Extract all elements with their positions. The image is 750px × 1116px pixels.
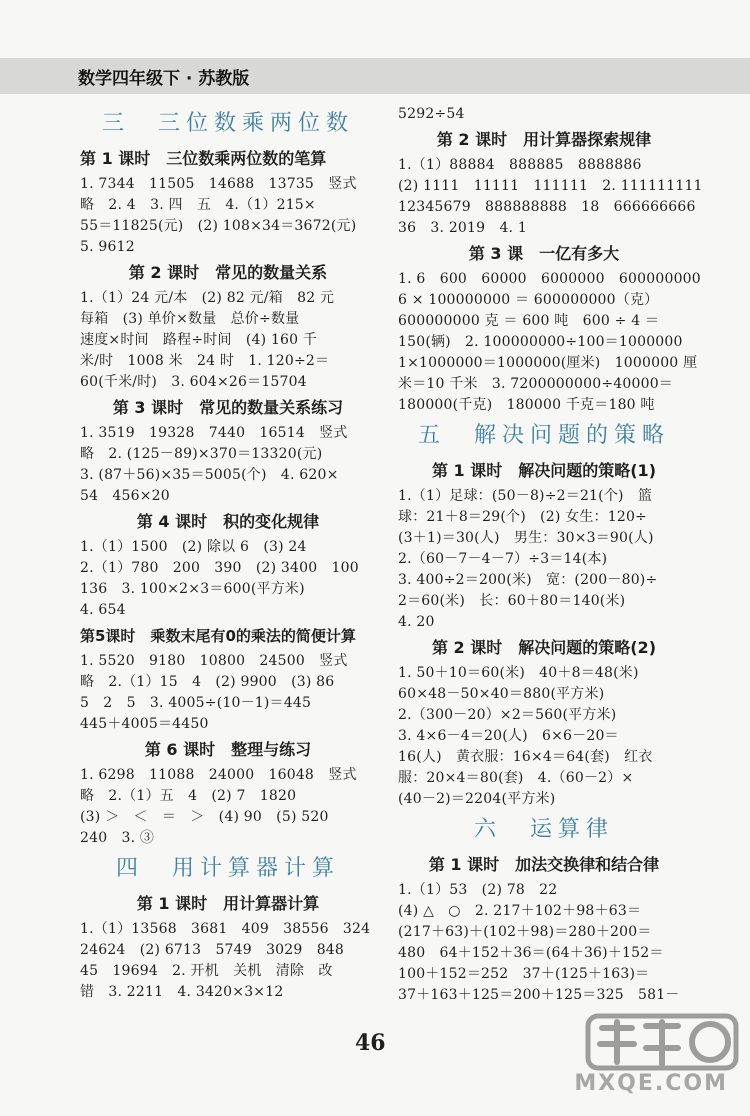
answer-line: (40－2)＝2204(平方米) xyxy=(398,791,556,807)
answer-line: 2.（300－20）×2＝560(平方米) xyxy=(398,707,617,723)
answer-line: 5. 9612 xyxy=(80,239,135,255)
answer-line: 445＋4005＝4450 xyxy=(80,716,209,732)
lesson-heading: 第 1 课时 三位数乘两位数的笔算 xyxy=(80,149,327,168)
answer-line: 1.（1）24 元/本 (2) 82 元/箱 82 元 xyxy=(80,290,335,306)
answer-line: 1.（1）足球：(50－8)÷2＝21(个) 篮 xyxy=(398,488,653,504)
answer-line: (4) △ ○ 2. 217＋102＋98＋63＝ xyxy=(398,903,642,919)
answer-line: 5292÷54 xyxy=(398,106,465,122)
unit-heading: 六 运算律 xyxy=(473,817,614,842)
answer-line: 480 64＋152＋36＝(64＋36)＋152＝ xyxy=(398,945,664,961)
answer-line: 16(人) 黄衣服：16×4＝64(套) 红衣 xyxy=(398,749,653,765)
answer-line: (217＋63)＋(102＋98)＝280＋200＝ xyxy=(398,924,652,940)
answer-line: 24624 (2) 6713 5749 3029 848 xyxy=(80,942,345,958)
answer-line: 3. 400÷2＝200(米) 宽：(200－80)÷ xyxy=(398,572,658,588)
answer-line: 2.（60－7－4－7）÷3＝14(本) xyxy=(398,551,608,567)
watermark xyxy=(574,1008,742,1098)
answer-line: 每箱 (3) 单价×数量 总价÷数量 xyxy=(80,311,300,327)
answer-seal-icon xyxy=(582,1008,742,1078)
lesson-heading: 第 2 课时 常见的数量关系 xyxy=(128,263,328,282)
answer-line: 5 2 5 3. 4005÷(10－1)＝445 xyxy=(80,695,312,711)
answer-line: 1. 3519 19328 7440 16514 竖式 xyxy=(80,425,348,441)
lesson-heading: 第5课时 乘数末尾有0的乘法的简便计算 xyxy=(80,627,356,645)
lesson-heading: 第 2 课时 用计算器探索规律 xyxy=(436,130,652,149)
answer-line: 60×48－50×40＝880(平方米) xyxy=(398,686,605,702)
right-column xyxy=(398,104,703,1006)
answer-line: 3. (87＋56)×35＝5005(个) 4. 620× xyxy=(80,467,339,483)
lesson-heading: 第 4 课时 积的变化规律 xyxy=(136,512,320,531)
answer-line: (2) 1111 11111 111111 2. 111111111 xyxy=(398,178,703,194)
page-header xyxy=(0,58,750,94)
answer-line: 球：21＋8＝29(个) (2) 女生：120÷ xyxy=(398,509,647,525)
lesson-heading: 第 3 课时 常见的数量关系练习 xyxy=(112,398,344,417)
answer-line: 错 3. 2211 4. 3420×3×12 xyxy=(80,984,284,1000)
watermark-text: MXQE.COM xyxy=(574,1071,728,1096)
lesson-heading: 第 1 课时 用计算器计算 xyxy=(136,894,320,913)
lesson-heading: 第 6 课时 整理与练习 xyxy=(144,740,312,759)
answer-line: 55＝11825(元) (2) 108×34＝3672(元) xyxy=(80,218,357,234)
unit-heading: 四 用计算器计算 xyxy=(115,856,340,881)
answer-line: 米/时 1008 米 24 时 1. 120÷2＝ xyxy=(80,353,330,369)
answer-line: 1. 7344 11505 14688 13735 竖式 xyxy=(80,176,357,192)
answer-line: 2＝60(米) 长：60＋80＝140(米) xyxy=(398,593,626,609)
answer-line: 45 19694 2. 开机 关机 清除 改 xyxy=(80,963,333,979)
answer-line: 6 × 100000000 ＝ 600000000（克） xyxy=(398,292,659,308)
answer-line: 4. 654 xyxy=(80,602,126,618)
answer-line: 1.（1）13568 3681 409 38556 324 xyxy=(80,921,371,937)
lesson-heading: 第 3 课 一亿有多大 xyxy=(468,244,620,263)
answer-line: 略 2. (125－89)×370＝13320(元) xyxy=(80,446,323,462)
unit-heading: 五 解决问题的策略 xyxy=(417,423,670,448)
answer-line: 1. 6298 11088 24000 16048 竖式 xyxy=(80,767,357,783)
answer-line: 240 3. ③ xyxy=(80,830,155,846)
left-column xyxy=(80,104,376,1003)
answer-line: 略 2. 4 3. 四 五 4.（1）215× xyxy=(80,197,316,213)
answer-line: 54 456×20 xyxy=(80,488,170,504)
answer-line: 600000000 克 ＝ 600 吨 600 ÷ 4 ＝ xyxy=(398,313,660,329)
lesson-heading: 第 1 课时 加法交换律和结合律 xyxy=(428,855,660,874)
answer-line: 1.（1）88884 888885 8888886 xyxy=(398,157,642,173)
answer-line: 速度×时间 路程÷时间 (4) 160 千 xyxy=(80,332,318,348)
answer-line: 60(千米/时) 3. 604×26＝15704 xyxy=(80,374,307,390)
answer-line: 米＝10 千米 3. 7200000000÷40000＝ xyxy=(398,376,674,392)
lesson-heading: 第 1 课时 解决问题的策略(1) xyxy=(431,461,657,480)
answer-line: 1.（1）53 (2) 78 22 xyxy=(398,882,558,898)
answer-line: 1. 6 600 60000 6000000 600000000 xyxy=(398,271,701,287)
answer-line: 服：20×4＝80(套) 4.（60－2）× xyxy=(398,770,634,786)
answer-line: 136 3. 100×2×3＝600(平方米) xyxy=(80,581,305,597)
answer-line: 1.（1）1500 (2) 除以 6 (3) 24 xyxy=(80,539,307,555)
answer-line: 37＋163＋125＝200＋125＝325 581－ xyxy=(398,987,680,1003)
answer-line: 1. 5520 9180 10800 24500 竖式 xyxy=(80,653,348,669)
answer-line: 150(辆) 2. 100000000÷100＝1000000 xyxy=(398,334,683,350)
answer-line: 3. 4×6－4＝20(人) 6×6－20＝ xyxy=(398,728,619,744)
answer-line: 12345679 888888888 18 666666666 xyxy=(398,199,696,215)
answer-line: 180000(千克) 180000 千克＝180 吨 xyxy=(398,397,655,413)
book-title: 数学四年级下 · 苏教版 xyxy=(78,69,250,89)
unit-heading: 三 三位数乘两位数 xyxy=(101,111,354,136)
answer-line: 2.（1）780 200 390 (2) 3400 100 xyxy=(80,560,359,576)
answer-line: 4. 20 xyxy=(398,614,435,630)
answer-line: (3＋1)＝30(人) 男生：30×3＝90(人) xyxy=(398,530,654,546)
answer-line: 1×1000000＝1000000(厘米) 1000000 厘 xyxy=(398,355,698,371)
page-number: 46 xyxy=(355,1030,386,1056)
answer-line: 100＋152＝252 37＋(125＋163)＝ xyxy=(398,966,650,982)
lesson-heading: 第 2 课时 解决问题的策略(2) xyxy=(431,638,657,657)
answer-line: (3) ＞ ＜ ＝ ＞ (4) 90 (5) 520 xyxy=(80,809,329,825)
answer-line: 1. 50＋10＝60(米) 40＋8＝48(米) xyxy=(398,665,639,681)
answer-line: 略 2.（1）五 4 (2) 7 1820 xyxy=(80,788,297,804)
answer-line: 36 3. 2019 4. 1 xyxy=(398,220,527,236)
answer-line: 略 2.（1）15 4 (2) 9900 (3) 86 xyxy=(80,674,335,690)
